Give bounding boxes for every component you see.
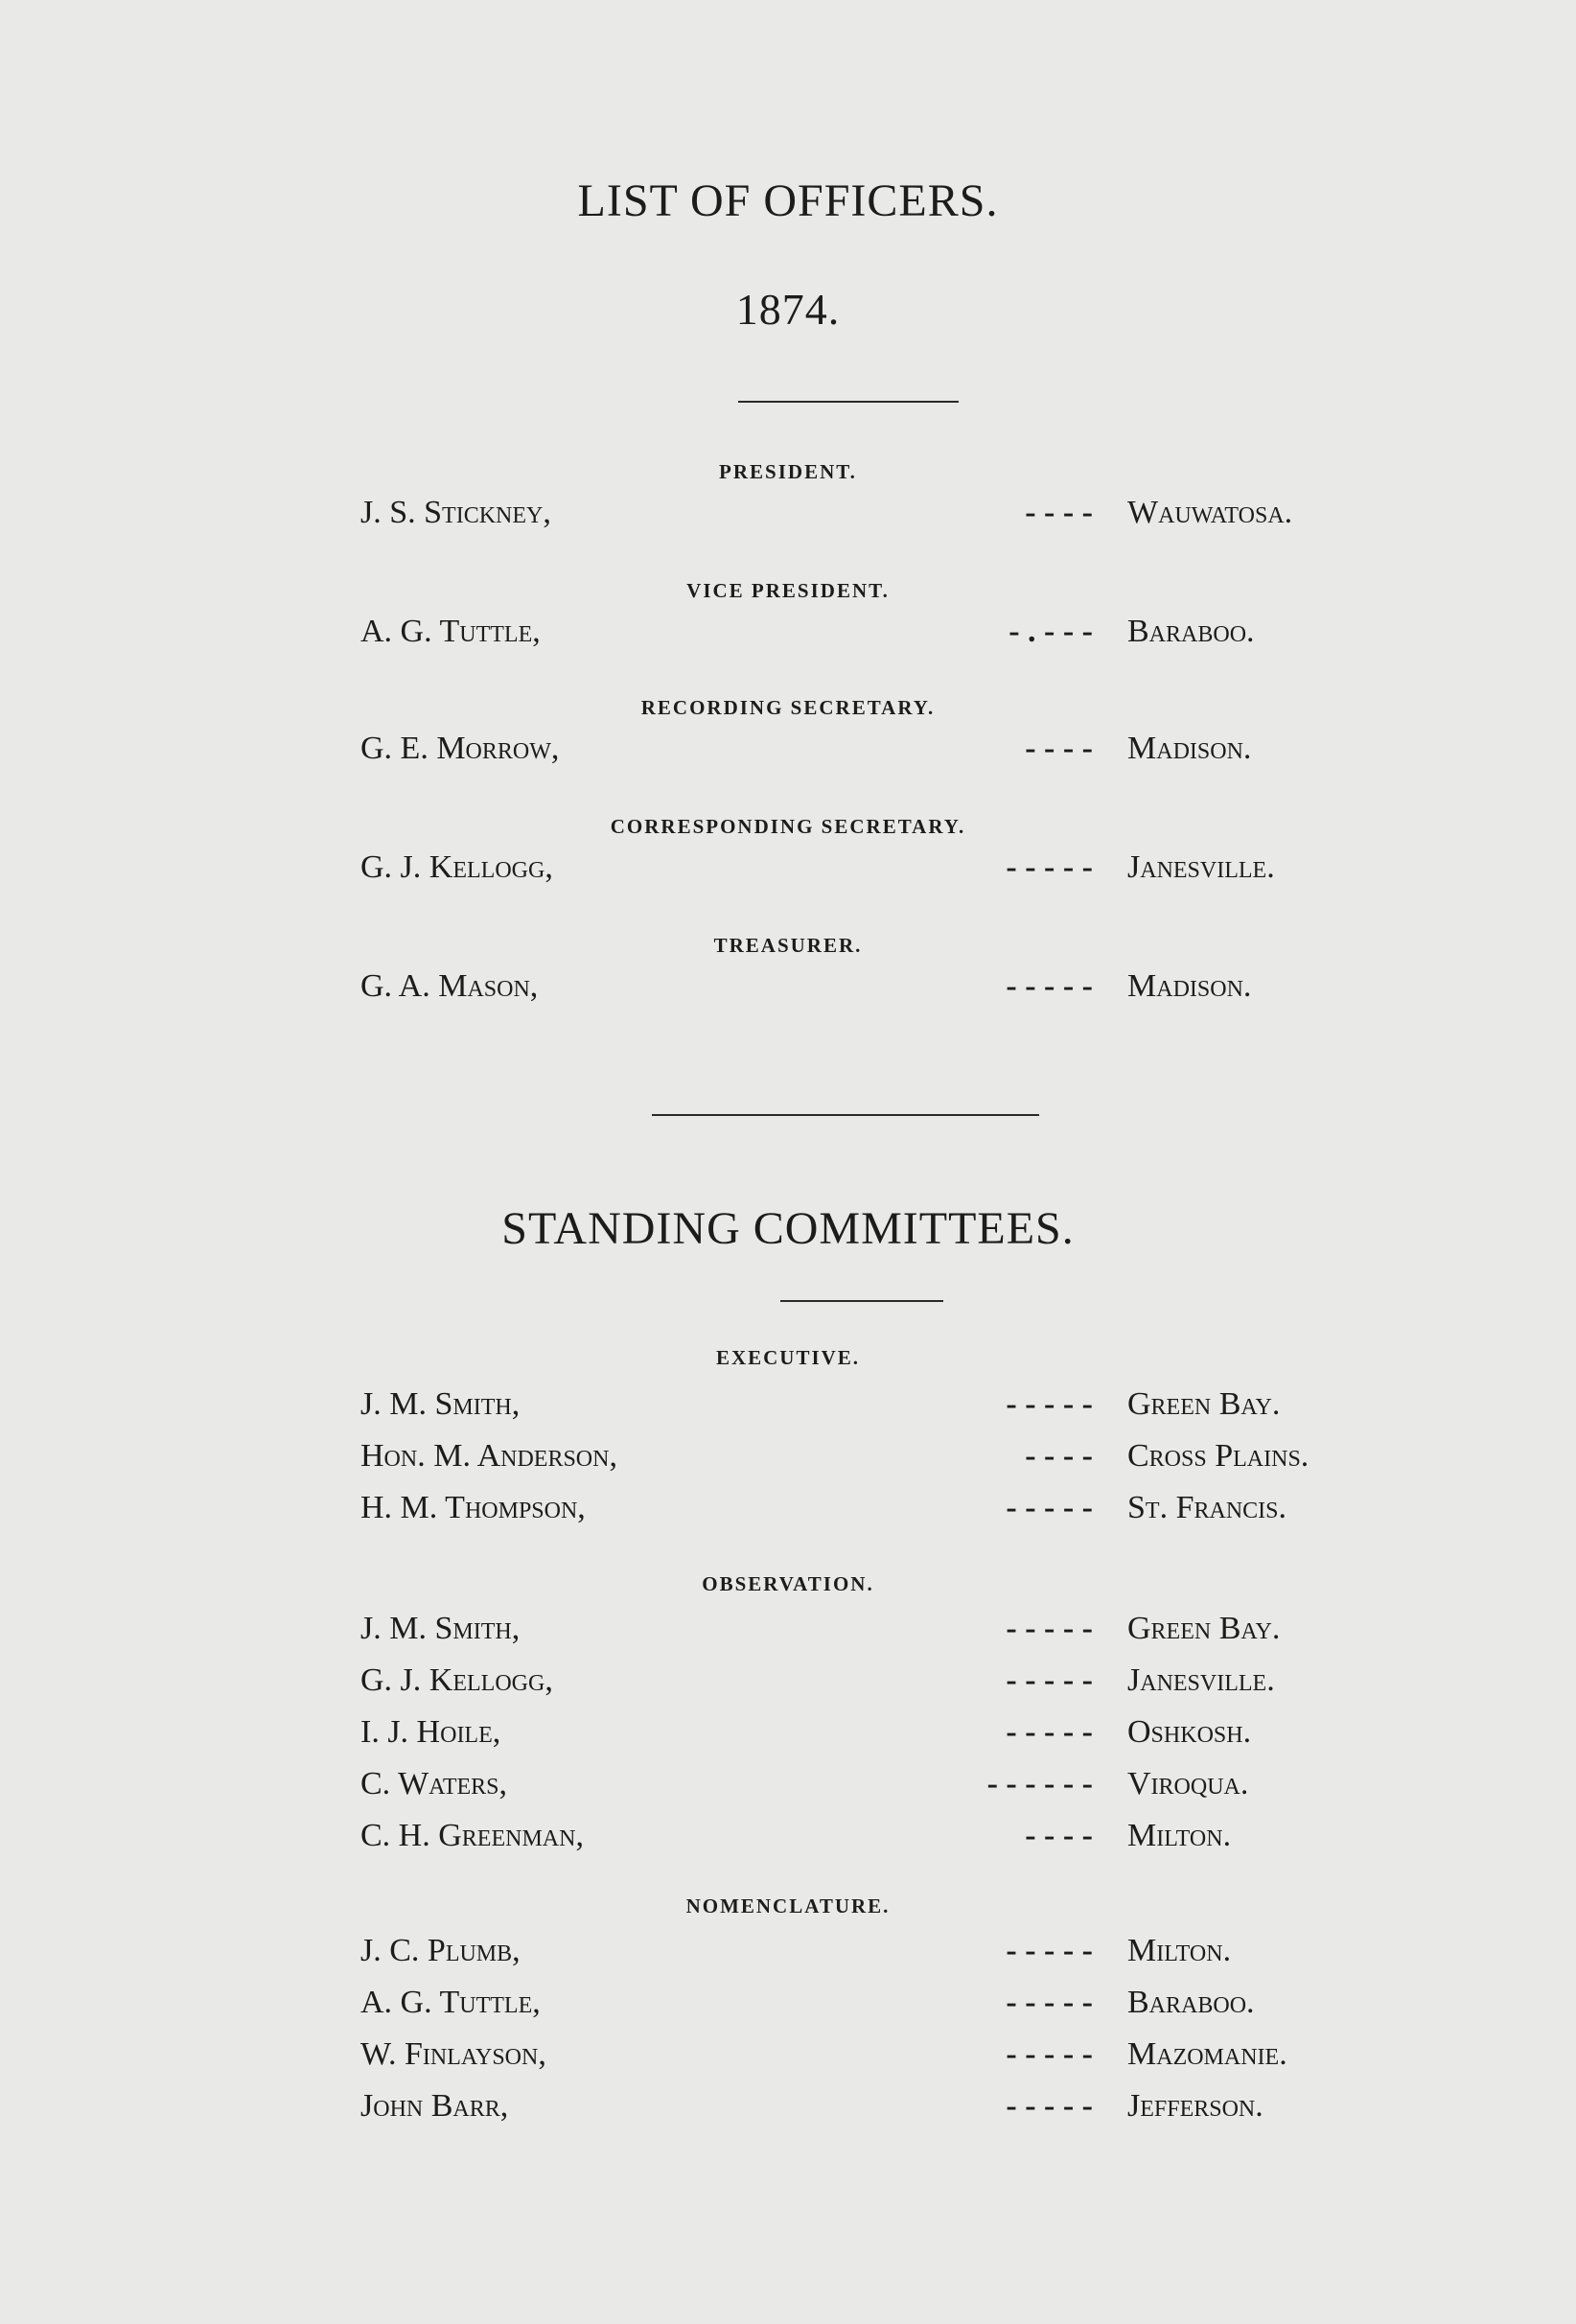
officer-name: A. G. Tuttle,: [360, 614, 541, 649]
member-name: John Barr,: [360, 2088, 509, 2124]
leader-dots: - - - - -: [1006, 1985, 1093, 2020]
committee-member-row: [0, 2036, 1576, 2079]
member-place: Viroqua.: [1127, 1766, 1249, 1801]
leader-dots: - - - - - -: [986, 1766, 1093, 1801]
leader-dots: - - - -: [1025, 1818, 1093, 1853]
committee-label-nomenclature: NOMENCLATURE.: [685, 1894, 891, 1917]
member-place: Green Bay.: [1127, 1386, 1281, 1422]
officer-name: J. S. Stickney,: [360, 495, 551, 530]
leader-dots: - . - - -: [1008, 614, 1093, 649]
member-place: Baraboo.: [1127, 1985, 1255, 2020]
member-name: I. J. Hoile,: [360, 1714, 501, 1750]
member-name: C. Waters,: [360, 1766, 508, 1801]
officer-name: G. A. Mason,: [360, 968, 539, 1004]
leader-dots: - - - - -: [1006, 1714, 1093, 1750]
officer-place: Baraboo.: [1127, 614, 1255, 649]
committee-member-row: [0, 2088, 1576, 2130]
officer-name: G. J. Kellogg,: [360, 849, 553, 885]
member-place: Milton.: [1127, 1933, 1232, 1968]
leader-dots: - - - - -: [1006, 1662, 1093, 1698]
member-place: Milton.: [1127, 1818, 1232, 1853]
role-label-corresponding-secretary: CORRESPONDING SECRETARY.: [610, 815, 966, 838]
role-label-recording-secretary: RECORDING SECRETARY.: [640, 696, 936, 719]
page-title: LIST OF OFFICERS.: [577, 175, 999, 226]
member-name: J. C. Plumb,: [360, 1933, 521, 1968]
leader-dots: - - - - -: [1006, 2036, 1093, 2072]
committee-member-row: [0, 1766, 1576, 1808]
divider-middle: [652, 1114, 1039, 1116]
committee-member-row: [0, 1611, 1576, 1653]
leader-dots: - - - -: [1025, 495, 1093, 530]
leader-dots: - - - - -: [1006, 1933, 1093, 1968]
officer-row-treasurer: [0, 968, 1576, 1011]
leader-dots: - - - -: [1025, 1438, 1093, 1474]
officer-row-corresponding-secretary: [0, 849, 1576, 892]
member-name: G. J. Kellogg,: [360, 1662, 553, 1698]
committee-label-executive: EXECUTIVE.: [715, 1346, 861, 1369]
role-label-treasurer: TREASURER.: [713, 934, 863, 957]
officer-place: Janesville.: [1127, 849, 1275, 885]
committee-member-row: [0, 1714, 1576, 1756]
leader-dots: - - - - -: [1006, 849, 1093, 885]
committee-label-observation: OBSERVATION.: [702, 1572, 874, 1595]
member-name: C. H. Greenman,: [360, 1818, 584, 1853]
member-name: J. M. Smith,: [360, 1611, 521, 1646]
committee-member-row: [0, 1818, 1576, 1860]
year: 1874.: [735, 285, 841, 334]
divider-committees: [780, 1300, 943, 1302]
role-label-president: PRESIDENT.: [719, 460, 857, 483]
committee-member-row: [0, 1490, 1576, 1532]
member-name: W. Finlayson,: [360, 2036, 546, 2072]
officer-row-recording-secretary: [0, 731, 1576, 773]
role-label-vice-president: VICE PRESIDENT.: [686, 579, 890, 602]
officer-place: Madison.: [1127, 968, 1252, 1004]
leader-dots: - - - - -: [1006, 2088, 1093, 2124]
leader-dots: - - - - -: [1006, 1386, 1093, 1422]
committee-member-row: [0, 1933, 1576, 1975]
leader-dots: - - - - -: [1006, 1611, 1093, 1646]
divider-top: [738, 401, 959, 403]
committee-member-row: [0, 1985, 1576, 2027]
member-name: H. M. Thompson,: [360, 1490, 586, 1525]
member-place: Green Bay.: [1127, 1611, 1281, 1646]
leader-dots: - - - - -: [1006, 1490, 1093, 1525]
officer-row-vice-president: [0, 614, 1576, 656]
officer-place: Wauwatosa.: [1127, 495, 1293, 530]
member-name: A. G. Tuttle,: [360, 1985, 541, 2020]
committee-member-row: [0, 1662, 1576, 1705]
member-place: Cross Plains.: [1127, 1438, 1309, 1474]
member-place: St. Francis.: [1127, 1490, 1286, 1525]
committee-member-row: [0, 1386, 1576, 1429]
officer-row-president: [0, 495, 1576, 537]
member-place: Janesville.: [1127, 1662, 1275, 1698]
member-name: J. M. Smith,: [360, 1386, 521, 1422]
committee-member-row: [0, 1438, 1576, 1480]
member-place: Oshkosh.: [1127, 1714, 1252, 1750]
officer-place: Madison.: [1127, 731, 1252, 766]
member-place: Jefferson.: [1127, 2088, 1263, 2124]
member-name: Hon. M. Anderson,: [360, 1438, 617, 1474]
officer-name: G. E. Morrow,: [360, 731, 560, 766]
committees-title: STANDING COMMITTEES.: [501, 1203, 1075, 1254]
leader-dots: - - - - -: [1006, 968, 1093, 1004]
member-place: Mazomanie.: [1127, 2036, 1287, 2072]
leader-dots: - - - -: [1025, 731, 1093, 766]
